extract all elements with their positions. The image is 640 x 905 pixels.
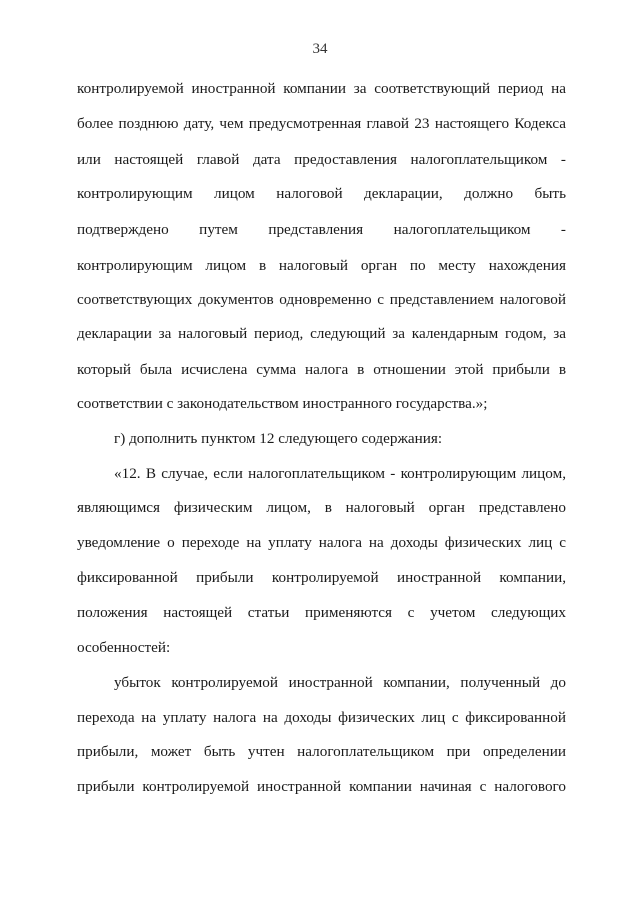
paragraph-start: «12. В случае, если налогоплательщиком - контролирующим лицом, (114, 465, 566, 482)
text-line: особенностей: (77, 639, 171, 656)
text-line: контролирующим лицом в налоговый орган по месту нахождения (77, 257, 566, 274)
text-line: или настоящей главой дата предоставления налогоплательщиком - (77, 151, 566, 168)
text-line: контролируемой иностранной компании за соответствующий период на (77, 80, 566, 97)
text-line: фиксированной прибыли контролируемой иностранной компании, (77, 569, 566, 586)
text-line: контролирующим лицом налоговой декларации, должно быть (77, 185, 566, 202)
text-line: положения настоящей статьи применяются с учетом следующих (77, 604, 566, 621)
text-line: более позднюю дату, чем предусмотренная главой 23 настоящего Кодекса (77, 115, 566, 132)
text-line: уведомление о переходе на уплату налога на доходы физических лиц с (77, 534, 566, 551)
paragraph-start: убыток контролируемой иностранной компании, полученный до (114, 674, 566, 691)
text-line: декларации за налоговый период, следующий за календарным годом, за (77, 325, 566, 342)
text-line: подтверждено путем представления налогоплательщиком - (77, 221, 566, 238)
text-line: являющимся физическим лицом, в налоговый орган представлено (77, 499, 566, 516)
text-line: который была исчислена сумма налога в отношении этой прибыли в (77, 361, 566, 378)
text-line: соответствующих документов одновременно с представлением налоговой (77, 291, 566, 308)
page-number: 34 (312, 41, 328, 57)
paragraph-start: г) дополнить пунктом 12 следующего содержания: (114, 430, 443, 447)
text-line: прибыли контролируемой иностранной компании начиная с налогового (77, 778, 566, 795)
text-line: перехода на уплату налога на доходы физических лиц с фиксированной (77, 709, 566, 726)
text-line: прибыли, может быть учтен налогоплательщиком при определении (77, 743, 566, 760)
text-line: соответствии с законодательством иностранного государства.»; (77, 395, 488, 412)
